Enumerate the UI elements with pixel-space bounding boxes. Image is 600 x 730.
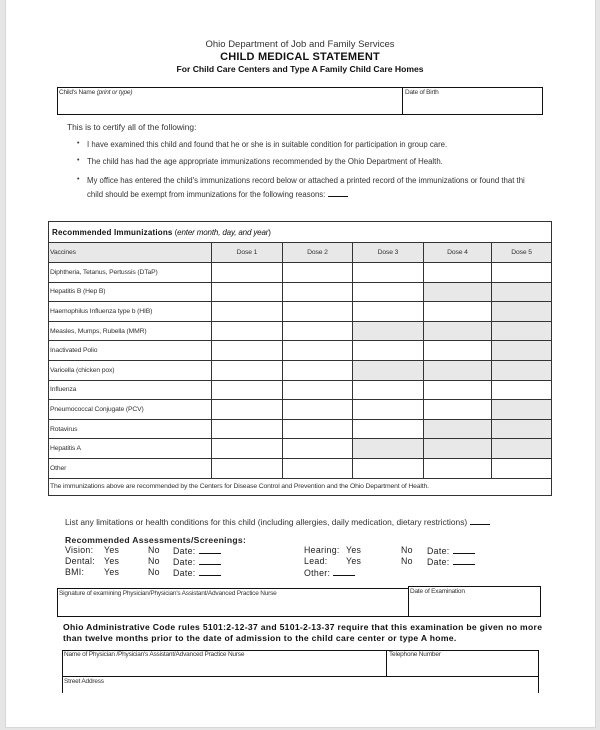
immunizations-title: Recommended Immunizations (enter month, day, and year) bbox=[49, 222, 552, 243]
bullet-icon: • bbox=[77, 176, 80, 183]
immunizations-footnote: The immunizations above are recommended by the Centers for Disease Control and Prevention and the Ohio Department of Health. bbox=[49, 478, 552, 495]
dose-2-cell[interactable] bbox=[283, 282, 353, 302]
dose-4-cell[interactable] bbox=[424, 458, 492, 478]
table-row bbox=[49, 282, 552, 302]
date-of-exam-label: Date of Examination bbox=[410, 588, 465, 595]
bmi-no-option[interactable]: No bbox=[148, 567, 160, 577]
dose-4-cell[interactable] bbox=[424, 263, 492, 283]
form-subtitle: For Child Care Centers and Type A Family Child Care Homes bbox=[176, 64, 424, 74]
child-name-label: Child's Name (print or type) bbox=[59, 89, 133, 96]
dose-3-cell[interactable] bbox=[353, 380, 424, 400]
dose-3-cell bbox=[353, 439, 424, 459]
dose-1-cell[interactable] bbox=[212, 282, 283, 302]
dose-3-cell[interactable] bbox=[353, 458, 424, 478]
hearing-date: Date: bbox=[427, 545, 475, 556]
dob-label: Date of Birth bbox=[405, 89, 439, 96]
dose-1-cell[interactable] bbox=[212, 458, 283, 478]
dose-1-cell[interactable] bbox=[212, 263, 283, 283]
bmi-date: Date: bbox=[173, 567, 221, 578]
certify-statement-3: My office has entered the child's immunizations record below or attached a printed record of the immunizations or found that thi bbox=[87, 176, 525, 185]
dose-5-cell bbox=[492, 302, 552, 322]
dose-3-cell bbox=[353, 321, 424, 341]
agency-name: Ohio Department of Job and Family Services bbox=[205, 39, 395, 50]
bmi-label: BMI: bbox=[65, 567, 85, 577]
bmi-yes-option[interactable]: Yes bbox=[104, 567, 120, 577]
table-row bbox=[49, 380, 552, 400]
immunizations-header-row bbox=[49, 222, 552, 243]
assessments-title: Recommended Assessments/Screenings: bbox=[65, 535, 247, 545]
vaccine-name: Influenza bbox=[49, 380, 212, 400]
hearing-no-option[interactable]: No bbox=[401, 545, 413, 555]
signature-label: Signature of examining Physician/Physician's Assistant/Advanced Practice Nurse bbox=[59, 590, 277, 597]
dose-2-cell[interactable] bbox=[283, 380, 353, 400]
hearing-yes-option[interactable]: Yes bbox=[346, 545, 362, 555]
dose-4-cell bbox=[424, 360, 492, 380]
dose-5-cell bbox=[492, 419, 552, 439]
signature-box[interactable] bbox=[57, 588, 409, 617]
dental-no-option[interactable]: No bbox=[148, 556, 160, 566]
dose-5-cell[interactable] bbox=[492, 380, 552, 400]
hearing-label: Hearing: bbox=[304, 545, 340, 555]
col-dose-5: Dose 5 bbox=[492, 243, 552, 263]
child-name-field[interactable] bbox=[58, 88, 403, 114]
dose-1-cell[interactable] bbox=[212, 439, 283, 459]
dose-5-cell bbox=[492, 282, 552, 302]
vaccine-name: Inactivated Polio bbox=[49, 341, 212, 361]
dose-1-cell[interactable] bbox=[212, 419, 283, 439]
dose-5-cell[interactable] bbox=[492, 263, 552, 283]
dose-5-cell bbox=[492, 360, 552, 380]
dose-3-cell[interactable] bbox=[353, 419, 424, 439]
dose-2-cell[interactable] bbox=[283, 439, 353, 459]
dose-1-cell[interactable] bbox=[212, 341, 283, 361]
dose-2-cell[interactable] bbox=[283, 360, 353, 380]
form-title: CHILD MEDICAL STATEMENT bbox=[220, 51, 380, 63]
physician-name-field[interactable] bbox=[63, 651, 385, 675]
dental-date: Date: bbox=[173, 556, 221, 567]
other-screening: Other: bbox=[304, 567, 355, 578]
vision-date-blank[interactable] bbox=[199, 545, 221, 554]
date-of-exam-box[interactable] bbox=[408, 586, 541, 617]
dose-1-cell[interactable] bbox=[212, 302, 283, 322]
dose-4-cell bbox=[424, 419, 492, 439]
dose-5-cell[interactable] bbox=[492, 458, 552, 478]
dose-2-cell[interactable] bbox=[283, 302, 353, 322]
street-address-label: Street Address bbox=[64, 678, 104, 685]
dose-2-cell[interactable] bbox=[283, 419, 353, 439]
dose-4-cell bbox=[424, 321, 492, 341]
table-row bbox=[49, 400, 552, 420]
immunizations-footnote-row bbox=[49, 478, 552, 495]
lead-yes-option[interactable]: Yes bbox=[346, 556, 362, 566]
dose-4-cell bbox=[424, 439, 492, 459]
dose-4-cell[interactable] bbox=[424, 302, 492, 322]
col-dose-4: Dose 4 bbox=[424, 243, 492, 263]
dental-label: Dental: bbox=[65, 556, 95, 566]
dose-3-cell[interactable] bbox=[353, 302, 424, 322]
dose-2-cell[interactable] bbox=[283, 400, 353, 420]
child-info-box bbox=[57, 87, 543, 115]
dob-field[interactable] bbox=[404, 88, 542, 114]
vaccine-name: Other bbox=[49, 458, 212, 478]
telephone-label: Telephone Number bbox=[389, 651, 441, 658]
divider bbox=[402, 88, 403, 114]
physician-name-label: Name of Physician /Physician's Assistant/Advanced Practice Nurse bbox=[64, 651, 245, 658]
dose-3-cell bbox=[353, 360, 424, 380]
street-address-field[interactable] bbox=[63, 677, 537, 692]
dose-1-cell[interactable] bbox=[212, 380, 283, 400]
vaccine-name: Haemophilus Influenza type b (HIB) bbox=[49, 302, 212, 322]
dose-5-cell bbox=[492, 321, 552, 341]
dose-2-cell[interactable] bbox=[283, 321, 353, 341]
admin-code-note: Ohio Administrative Code rules 5101:2-12-37 and 5101-2-13-37 require that this examination be given no more than twelve months prior to the date of admission to the child care center or type A home. bbox=[63, 622, 543, 643]
vaccine-name: Diphtheria, Tetanus, Pertussis (DTaP) bbox=[49, 263, 212, 283]
table-row bbox=[49, 458, 552, 478]
dose-3-cell[interactable] bbox=[353, 263, 424, 283]
hearing-date-blank[interactable] bbox=[453, 545, 475, 554]
dose-2-cell[interactable] bbox=[283, 263, 353, 283]
table-row bbox=[49, 263, 552, 283]
dose-5-cell bbox=[492, 400, 552, 420]
divider bbox=[538, 650, 539, 693]
dose-3-cell[interactable] bbox=[353, 400, 424, 420]
dose-4-cell[interactable] bbox=[424, 341, 492, 361]
certify-statement-1: I have examined this child and found that he or she is in suitable condition for participation in group care. bbox=[87, 140, 448, 149]
col-dose-3: Dose 3 bbox=[353, 243, 424, 263]
certify-statement-2: The child has had the age appropriate immunizations recommended by the Ohio Department of Health. bbox=[87, 157, 443, 166]
certify-statement-3-cont: child should be exempt from immunizations for the following reasons: bbox=[87, 188, 348, 199]
vaccine-name: Measles, Mumps, Rubella (MMR) bbox=[49, 321, 212, 341]
column-header-row bbox=[49, 243, 552, 263]
vision-no-option[interactable]: No bbox=[148, 545, 160, 555]
dose-1-cell[interactable] bbox=[212, 321, 283, 341]
dose-4-cell[interactable] bbox=[424, 380, 492, 400]
lead-label: Lead: bbox=[304, 556, 328, 566]
dose-4-cell[interactable] bbox=[424, 400, 492, 420]
table-row bbox=[49, 321, 552, 341]
col-dose-1: Dose 1 bbox=[212, 243, 283, 263]
limitations-prompt: List any limitations or health conditions for this child (including allergies, daily medication, dietary restrictions) bbox=[65, 516, 490, 527]
dental-yes-option[interactable]: Yes bbox=[104, 556, 120, 566]
lead-date-blank[interactable] bbox=[453, 556, 475, 565]
bmi-date-blank[interactable] bbox=[199, 567, 221, 576]
dose-2-cell[interactable] bbox=[283, 458, 353, 478]
dose-5-cell bbox=[492, 341, 552, 361]
table-row bbox=[49, 419, 552, 439]
vaccine-name: Pneumococcal Conjugate (PCV) bbox=[49, 400, 212, 420]
col-dose-2: Dose 2 bbox=[283, 243, 353, 263]
dose-1-cell[interactable] bbox=[212, 400, 283, 420]
telephone-field[interactable] bbox=[387, 651, 537, 675]
dose-1-cell[interactable] bbox=[212, 360, 283, 380]
dose-3-cell[interactable] bbox=[353, 341, 424, 361]
table-row bbox=[49, 360, 552, 380]
vaccine-name: Rotavirus bbox=[49, 419, 212, 439]
table-row bbox=[49, 341, 552, 361]
lead-date: Date: bbox=[427, 556, 475, 567]
vaccine-name: Hepatitis B (Hep B) bbox=[49, 282, 212, 302]
vaccine-name: Hepatitis A bbox=[49, 439, 212, 459]
dose-5-cell bbox=[492, 439, 552, 459]
vaccine-name: Varicella (chicken pox) bbox=[49, 360, 212, 380]
vision-yes-option[interactable]: Yes bbox=[104, 545, 120, 555]
bullet-icon: • bbox=[77, 140, 80, 147]
vision-date: Date: bbox=[173, 545, 221, 556]
dose-4-cell bbox=[424, 282, 492, 302]
lead-no-option[interactable]: No bbox=[401, 556, 413, 566]
certify-intro: This is to certify all of the following: bbox=[67, 122, 197, 132]
dose-3-cell[interactable] bbox=[353, 282, 424, 302]
table-row bbox=[49, 302, 552, 322]
vision-label: Vision: bbox=[65, 545, 94, 555]
limitations-blank[interactable] bbox=[470, 516, 490, 525]
immunizations-table bbox=[48, 221, 552, 496]
exempt-reasons-blank[interactable] bbox=[328, 188, 348, 197]
col-vaccines: Vaccines bbox=[49, 243, 212, 263]
bullet-icon: • bbox=[77, 157, 80, 164]
dose-2-cell[interactable] bbox=[283, 341, 353, 361]
dental-date-blank[interactable] bbox=[199, 556, 221, 565]
other-blank[interactable] bbox=[333, 567, 355, 576]
table-row bbox=[49, 439, 552, 459]
